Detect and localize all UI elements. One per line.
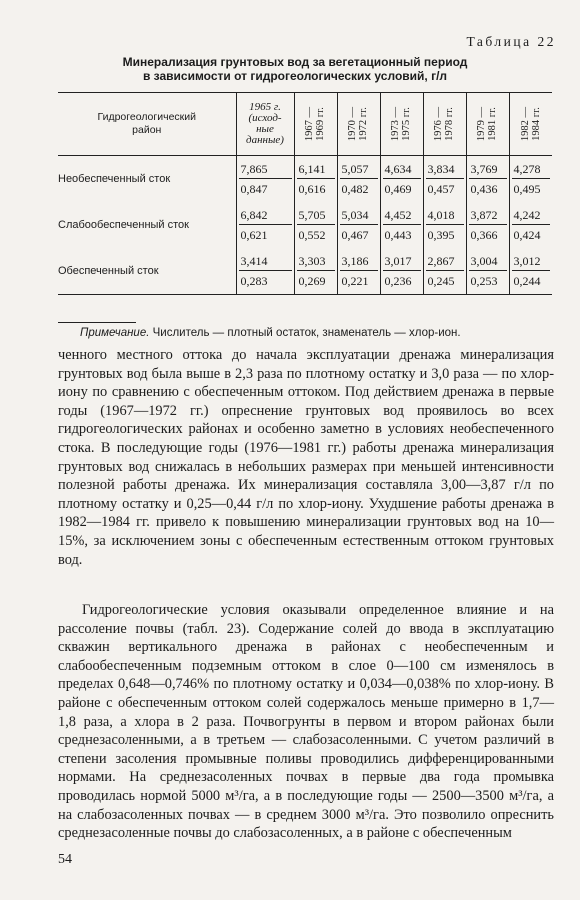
- header-region: Гидрогеологический район: [58, 93, 236, 156]
- table-cell: 3,769 0,436: [466, 156, 509, 203]
- table-row: [58, 248, 552, 295]
- table-row: [58, 156, 552, 203]
- page-number: 54: [58, 852, 72, 867]
- note-label: Примечание.: [80, 327, 150, 339]
- table-cell: 2,867 0,245: [423, 248, 466, 295]
- header-period: 1970 — 1972 гг.: [337, 93, 380, 156]
- table-cell: 4,452 0,443: [380, 202, 423, 248]
- paragraph-2: Гидрогеологические условия оказывали определенное влияние и на рассоление почвы (табл. 23). Содержание солей до ввода в эксплуатацию скважин вертикального дренажа в районах с необеспеченным и слабообеспеченным подземным оттоком в слое 0—100 см изменялось в пределах 0,648—0,746% по плотному остатку и 0,034—0,038% по хлор-иону. В районе с обеспеченным оттоком солей содержалось меньше примерно в 1,7—1,8 раза, а хлора в 2 раза. Почвогрунты в первом и втором районах были среднезасоленными, а в третьем — слабозасоленными. С учетом различий в степени засоления промывные поливы проводились дифференцированными нормами. На среднезасоленных почвах в первые два года промывка проводилась нормой 5000 м³/га, а в последующие годы — 2500—3500 м³/га, а на слабозасоленных почвах — в среднем 3000 м³/га. Это позволило опреснить среднезасоленные почвы до слабозасоленных, а в районе с обеспеченным: [58, 602, 554, 842]
- caption-line-2: в зависимости от гидрогеологических условий, г/л: [142, 69, 448, 83]
- table-cell: 3,012 0,244: [509, 248, 552, 295]
- mineralization-table: [58, 92, 552, 295]
- table-cell: 4,278 0,495: [509, 156, 552, 203]
- row-region-name: Слабообеспеченный сток: [58, 219, 189, 231]
- header-period: 1979 — 1981 гг.: [466, 93, 509, 156]
- header-period: 1982 — 1984 гг.: [509, 93, 552, 156]
- table-caption: [60, 55, 530, 83]
- row-region-name: Обеспеченный сток: [58, 248, 236, 295]
- table-cell: 5,034 0,467: [337, 202, 380, 248]
- table-cell: 3,414 0,283: [236, 248, 294, 295]
- note-text: Числитель — плотный остаток, знаменатель — хлор-ион.: [149, 327, 461, 339]
- table-number-label: Таблица 22: [466, 34, 556, 49]
- paragraph-1: ченного местного оттока до начала эксплуатации дренажа минерализация грунтовых вод была выше в 2,3 раза по плотному остатку и 3,0 раза — по хлор-иону по сравнению с обеспеченным оттоком. Под действием дренажа в первые годы (1967—1972 гг.) опреснение грунтовых вод проявилось во всех гидрогеологических районах и особенно заметно в условиях необеспеченного стока. В последующие годы (1976—1981 гг.) работы дренажа минерализация грунтовых вод снижалась в небольших размерах при меньшей интенсивности полезной работы дренажа. Их минерализация составляла 3,00—3,87 г/л по плотному остатку и 0,25—0,44 г/л по хлор-иону. Ухудшение работы дренажа в 1982—1984 гг. привело к повышению минерализации грунтовых вод на 10—15%, за исключением зоны с обеспеченным естественным оттоком грунтовых вод.: [58, 347, 554, 568]
- table-cell: 4,242 0,424: [509, 202, 552, 248]
- table-cell: 7,865 0,847: [236, 156, 294, 203]
- table-header-row: [58, 93, 552, 156]
- table-cell: 3,004 0,253: [466, 248, 509, 295]
- table-cell: 3,017 0,236: [380, 248, 423, 295]
- table-cell: 6,842 0,621: [236, 202, 294, 248]
- table-cell: 3,186 0,221: [337, 248, 380, 295]
- table-cell: 4,018 0,395: [423, 202, 466, 248]
- table-cell: 3,303 0,269: [294, 248, 337, 295]
- header-base-year: 1965 г. (исход- ные данные): [236, 93, 294, 156]
- header-period: 1976 — 1978 гг.: [423, 93, 466, 156]
- table-cell: 5,057 0,482: [337, 156, 380, 203]
- table-note: [80, 327, 461, 339]
- note-divider: [58, 322, 136, 323]
- header-period: 1967 — 1969 гг.: [294, 93, 337, 156]
- row-region-name: Необеспеченный сток: [58, 173, 171, 185]
- header-period: 1973 — 1975 гг.: [380, 93, 423, 156]
- caption-line-1: Минерализация грунтовых вод за вегетационный период: [122, 55, 468, 69]
- table-cell: 5,705 0,552: [294, 202, 337, 248]
- table-cell: 4,634 0,469: [380, 156, 423, 203]
- table-cell: 3,872 0,366: [466, 202, 509, 248]
- table-cell: 6,141 0,616: [294, 156, 337, 203]
- table-row: [58, 202, 552, 248]
- table-cell: 3,834 0,457: [423, 156, 466, 203]
